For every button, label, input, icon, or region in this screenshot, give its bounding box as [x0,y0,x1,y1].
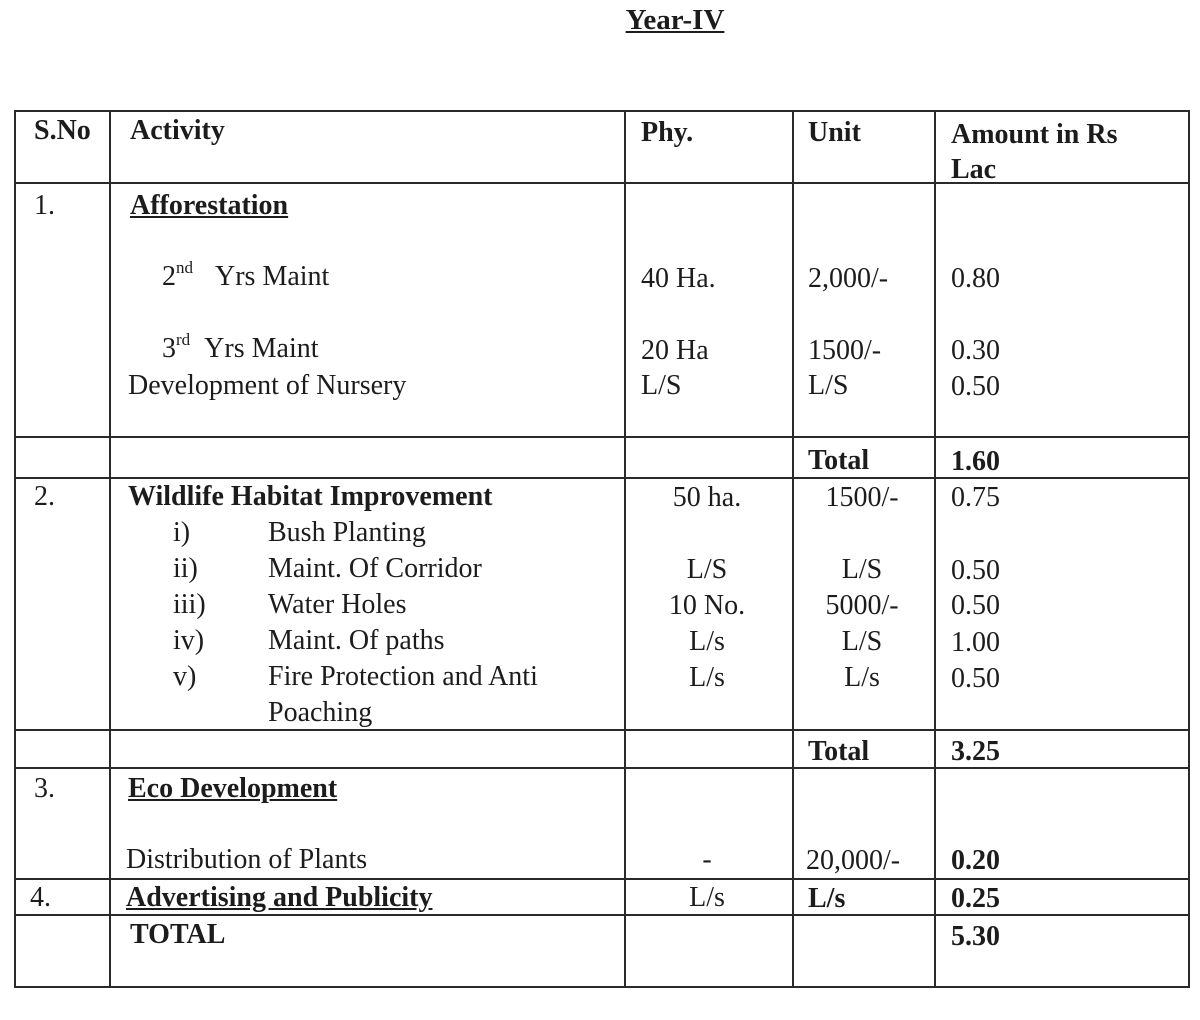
table-border-right [1188,110,1190,988]
unit-cell: 1500/- [808,335,882,366]
activity-label [162,258,330,292]
table-row-divider [14,878,1190,880]
row-ordinal-suffix: rd [176,330,191,349]
phy-cell: - [702,844,712,875]
row-label: Yrs Maint [215,261,330,292]
header-amount-line1: Amount in Rs [951,119,1118,150]
activity-label: Bush Planting [268,517,426,548]
section-sno: 1. [34,190,55,221]
header-unit: Unit [808,117,861,148]
table-row-divider [14,729,1190,731]
section-title: Wildlife Habitat Improvement [128,481,493,512]
amount-cell: 0.75 [951,482,1000,513]
activity-label: Water Holes [268,589,407,620]
amount-cell: 0.50 [951,663,1000,694]
row-number: iv) [173,625,205,656]
table-column-divider [624,110,626,988]
subtotal-amount: 3.25 [951,736,1000,767]
row-label: Yrs Maint [204,333,319,364]
section-title: Afforestation [130,190,289,221]
grand-total-label: TOTAL [130,919,226,950]
unit-cell: L/s [808,883,846,914]
section-title: Advertising and Publicity [126,882,433,913]
activity-label: Maint. Of Corridor [268,553,482,584]
subtotal-label: Total [808,445,870,476]
phy-cell: L/s [689,662,725,693]
phy-cell: L/S [641,370,682,401]
row-number: ii) [173,553,198,584]
unit-cell: 20,000/- [806,845,901,876]
header-sno: S.No [34,115,91,146]
unit-cell: L/S [841,626,883,657]
amount-cell: 0.50 [951,555,1000,586]
phy-cell: L/s [689,882,725,913]
subtotal-label: Total [808,736,870,767]
table-header-divider [14,182,1190,184]
row-number: 2 [162,261,176,292]
section-sno: 4. [30,882,51,913]
section-sno: 3. [34,773,55,804]
amount-cell: 0.25 [951,883,1000,914]
subtotal-amount: 1.60 [951,446,1000,477]
table-border-top [14,110,1190,112]
row-number: v) [173,661,197,692]
header-amount-line2: Lac [951,154,997,185]
amount-cell: 0.80 [951,263,1000,294]
activity-label [162,330,319,364]
table-row-divider [14,436,1190,438]
section-title: Eco Development [128,773,338,804]
phy-cell: 10 No. [668,590,746,621]
unit-cell: L/S [808,370,849,401]
unit-cell: L/S [841,554,883,585]
amount-cell: 0.50 [951,371,1000,402]
amount-cell: 1.00 [951,627,1000,658]
table-row-divider [14,914,1190,916]
table-row-divider [14,477,1190,479]
phy-cell: 40 Ha. [641,263,716,294]
table-column-divider [792,110,794,988]
phy-cell: 20 Ha [641,335,709,366]
table-column-divider [109,110,111,988]
amount-cell: 0.20 [951,845,1000,876]
row-ordinal-suffix: nd [176,258,193,277]
table-row-divider [14,767,1190,769]
activity-label: Maint. Of paths [268,625,445,656]
amount-cell: 0.30 [951,335,1000,366]
activity-label: Development of Nursery [128,370,407,401]
page-title: Year-IV [625,4,725,36]
header-activity: Activity [130,115,225,146]
activity-label: Distribution of Plants [126,844,368,875]
row-number: iii) [173,589,206,620]
section-sno: 2. [34,481,55,512]
header-phy: Phy. [641,117,694,148]
phy-cell: L/s [689,626,725,657]
row-number: 3 [162,333,176,364]
activity-label-continued: Poaching [268,697,373,728]
unit-cell: 5000/- [825,590,899,621]
unit-cell: L/s [844,662,880,693]
unit-cell: 1500/- [825,482,899,513]
unit-cell: 2,000/- [808,263,889,294]
amount-cell: 0.50 [951,590,1000,621]
table-border-left [14,110,16,988]
row-number: i) [173,517,191,548]
table-column-divider [934,110,936,988]
activity-label: Fire Protection and Anti [268,661,538,692]
table-border-bottom [14,986,1190,988]
phy-cell: L/S [686,554,728,585]
grand-total-amount: 5.30 [951,921,1000,952]
phy-cell: 50 ha. [672,482,742,513]
